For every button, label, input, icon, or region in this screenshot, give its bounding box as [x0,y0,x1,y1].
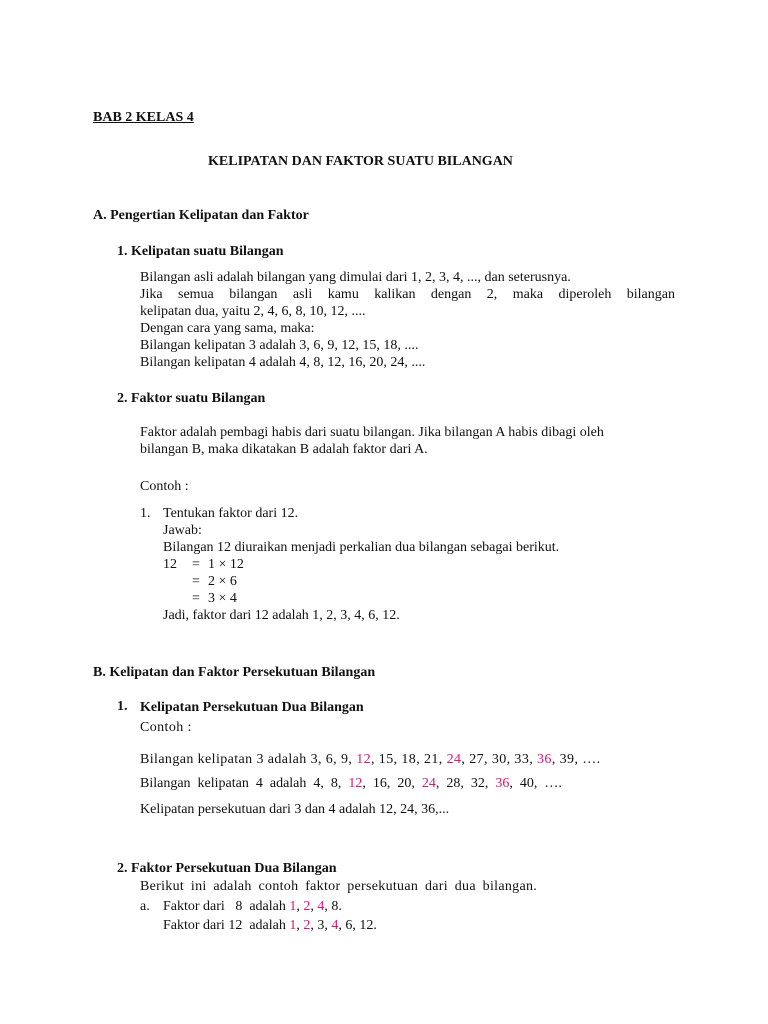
page-title: KELIPATAN DAN FAKTOR SUATU BILANGAN [208,154,513,169]
common-multiple: 12 [356,752,371,767]
common-factor: 4 [317,899,325,914]
factors-of-12: Faktor dari 12 adalah 1, 2, 3, 4, 6, 12. [163,918,377,933]
example-question: Tentukan faktor dari 12. [163,506,299,521]
paragraph-line: Jika semua bilangan asli kamu kalikan dengan 2, maka diperoleh bilangan [140,287,675,302]
equation-row: 3 × 4 [208,591,237,606]
common-multiple: 24 [421,776,436,791]
common-factor: 2 [303,899,311,914]
paragraph-line: Faktor adalah pembagi habis dari suatu bilangan. Jika bilangan A habis dibagi oleh [140,425,604,440]
answer-label: Jawab: [163,523,202,538]
multiples-of-4: Bilangan kelipatan 4 adalah 4, 8, 12, 16, 20, 24, 28, 32, 36, 40, …. [140,776,562,791]
equation-lhs: 12 [163,557,177,572]
list-letter: a. [140,899,150,914]
equals-sign: = [192,557,200,572]
common-factor: 2 [303,918,311,933]
paragraph-line: kelipatan dua, yaitu 2, 4, 6, 8, 10, 12, .... [140,304,366,319]
conclusion: Jadi, faktor dari 12 adalah 1, 2, 3, 4, 6, 12. [163,608,400,623]
paragraph-line: Bilangan kelipatan 3 adalah 3, 6, 9, 12, 15, 18, .... [140,338,419,353]
common-multiple: 36 [537,752,552,767]
common-multiple: 36 [495,776,510,791]
equation-row: 1 × 12 [208,557,244,572]
common-multiple: 24 [446,752,462,767]
list-number: 1. [117,699,128,714]
subsection-b2-heading: 2. Faktor Persekutuan Dua Bilangan [117,861,337,876]
common-multiples-statement: Kelipatan persekutuan dari 3 dan 4 adalah 12, 24, 36,... [140,802,450,817]
paragraph-line: Berikut ini adalah contoh faktor persekutuan dari dua bilangan. [140,879,538,894]
equals-sign: = [192,574,200,589]
paragraph-line: Bilangan kelipatan 4 adalah 4, 8, 12, 16, 20, 24, .... [140,355,426,370]
equals-sign: = [192,591,200,606]
example-label: Contoh : [140,720,192,735]
section-b-heading: B. Kelipatan dan Faktor Persekutuan Bilangan [93,665,376,680]
common-multiple: 12 [348,776,363,791]
section-a-heading: A. Pengertian Kelipatan dan Faktor [93,208,309,223]
equation-row: 2 × 6 [208,574,237,589]
factors-of-8: Faktor dari 8 adalah 1, 2, 4, 8. [163,899,342,914]
list-number: 1. [140,506,151,521]
chapter-label: BAB 2 KELAS 4 [93,110,194,125]
answer-description: Bilangan 12 diuraikan menjadi perkalian dua bilangan sebagai berikut. [163,540,560,555]
common-factor: 1 [289,918,297,933]
common-factor: 1 [289,899,297,914]
subsection-a1-heading: 1. Kelipatan suatu Bilangan [117,244,284,259]
subsection-a2-heading: 2. Faktor suatu Bilangan [117,391,266,406]
common-factor: 4 [331,918,339,933]
subsection-b1-heading: Kelipatan Persekutuan Dua Bilangan [140,700,364,715]
multiples-of-3: Bilangan kelipatan 3 adalah 3, 6, 9, 12, 15, 18, 21, 24, 27, 30, 33, 36, 39, …. [140,752,601,767]
example-label: Contoh : [140,479,189,494]
paragraph-line: Bilangan asli adalah bilangan yang dimulai dari 1, 2, 3, 4, ..., dan seterusnya. [140,270,571,285]
paragraph-line: Dengan cara yang sama, maka: [140,321,315,336]
paragraph-line: bilangan B, maka dikatakan B adalah faktor dari A. [140,442,428,457]
